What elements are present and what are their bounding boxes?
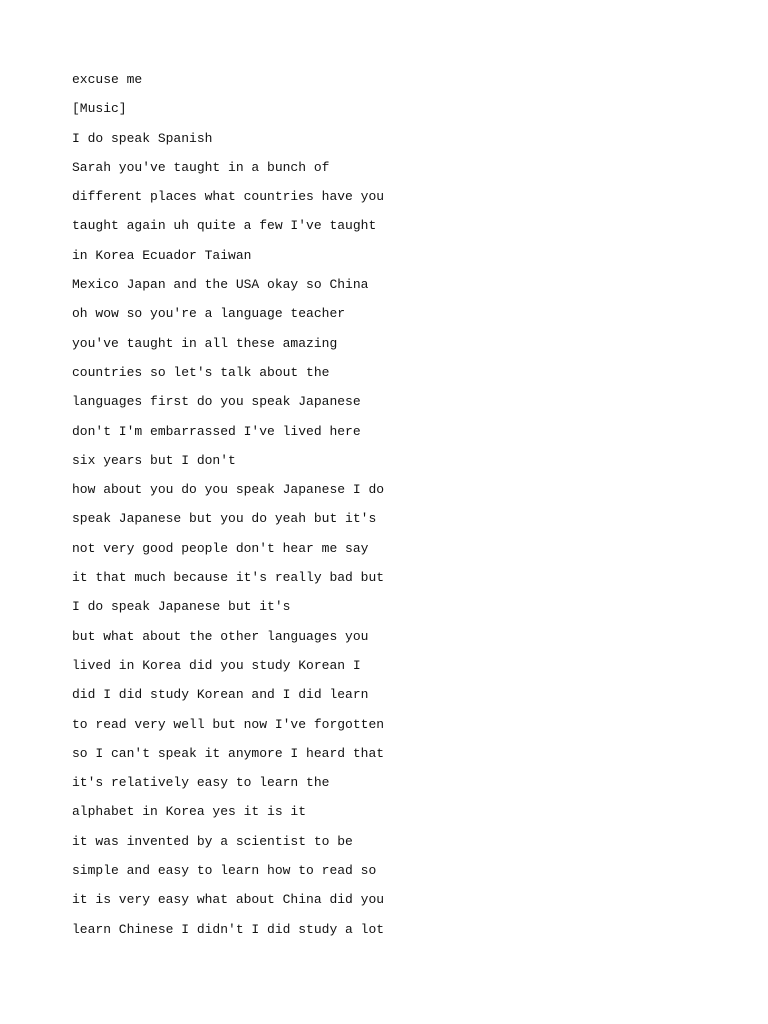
transcript-line: how about you do you speak Japanese I do <box>72 482 385 498</box>
transcript-line: oh wow so you're a language teacher <box>72 306 346 322</box>
transcript-line: I do speak Japanese but it's <box>72 599 291 615</box>
transcript-line: simple and easy to learn how to read so <box>72 863 377 879</box>
transcript-line: learn Chinese I didn't I did study a lot <box>72 921 385 937</box>
transcript-line: different places what countries have you <box>72 189 385 205</box>
transcript-line: it is very easy what about China did you <box>72 892 385 908</box>
transcript-line: it was invented by a scientist to be <box>72 833 353 849</box>
transcript-line: countries so let's talk about the <box>72 364 330 380</box>
transcript-line: in Korea Ecuador Taiwan <box>72 247 252 263</box>
transcript-line: Mexico Japan and the USA okay so China <box>72 277 369 293</box>
transcript-line: it's relatively easy to learn the <box>72 775 330 791</box>
transcript-line: excuse me <box>72 72 143 87</box>
transcript-line: Sarah you've taught in a bunch of <box>72 159 330 175</box>
transcript-line: taught again uh quite a few I've taught <box>72 218 377 234</box>
transcript-line: to read very well but now I've forgotten <box>72 716 385 732</box>
transcript-line: I do speak Spanish <box>72 130 213 146</box>
transcript-line: languages first do you speak Japanese <box>72 394 361 410</box>
transcript-line: [Music] <box>72 101 127 117</box>
transcript-line: six years but I don't <box>72 452 236 468</box>
transcript-page <box>72 65 732 944</box>
transcript-line: did I did study Korean and I did learn <box>72 687 369 703</box>
transcript-line: speak Japanese but you do yeah but it's <box>72 511 377 527</box>
transcript-line: lived in Korea did you study Korean I <box>72 657 361 673</box>
transcript-line: it that much because it's really bad but <box>72 570 385 586</box>
transcript-line: so I can't speak it anymore I heard that <box>72 745 385 761</box>
transcript-line: but what about the other languages you <box>72 628 369 644</box>
transcript-line: you've taught in all these amazing <box>72 335 338 351</box>
transcript-line: don't I'm embarrassed I've lived here <box>72 423 361 439</box>
transcript-line: alphabet in Korea yes it is it <box>72 804 307 820</box>
transcript-line: not very good people don't hear me say <box>72 540 369 556</box>
